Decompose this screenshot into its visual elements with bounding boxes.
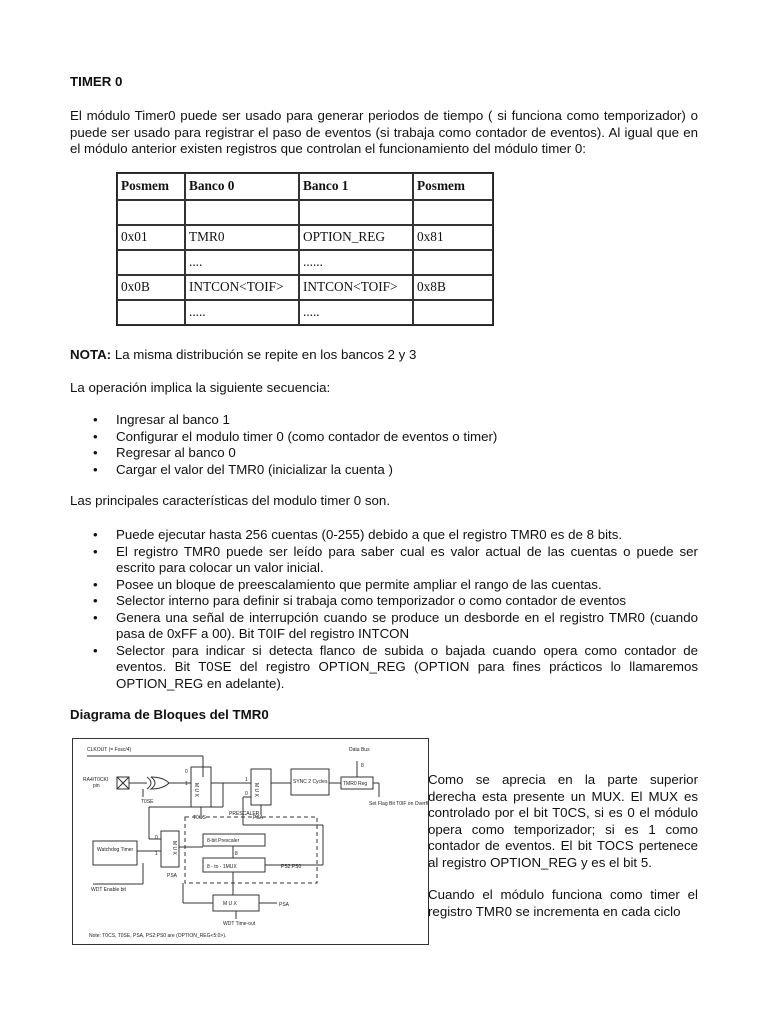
list-item: • Ingresar al banco 1 [70, 412, 698, 429]
mux8-label: 8 - to - 1MUX [207, 864, 237, 870]
psa-label-1: PSA [253, 815, 264, 821]
explanation-paragraph: Cuando el módulo funciona como timer el registro TMR0 se incrementa en cada ciclo [428, 887, 698, 919]
table-cell: 0x81 [413, 225, 493, 250]
table-cell: ..... [299, 300, 413, 325]
table-header-cell: Posmem [117, 173, 185, 200]
table-cell: ...... [299, 250, 413, 275]
table-cell: INTCON<TOIF> [299, 275, 413, 300]
clkout-label: CLKOUT (= Fosc/4) [87, 747, 132, 753]
sequence-intro: La operación implica la siguiente secuencia: [70, 380, 331, 395]
watchdog-label: Watchdog Timer [97, 847, 134, 853]
mux1-label: M U X [193, 783, 199, 797]
pin-label: pin [93, 783, 100, 789]
block-diagram-svg [73, 739, 428, 944]
list-item: • Posee un bloque de preescalamiento que permite ampliar el rango de las cuentas. [70, 577, 698, 594]
table-cell [413, 200, 493, 225]
mux2-input-one: 1 [245, 777, 248, 783]
prescaler-width-label: 8 [235, 851, 238, 857]
features-intro: Las principales características del modulo timer 0 son. [70, 493, 391, 508]
prescaler8-label: 8-bit Prescaler [207, 838, 240, 844]
table-cell: 0x8B [413, 275, 493, 300]
table-cell: TMR0 [185, 225, 299, 250]
nota-label: NOTA: [70, 347, 112, 362]
nota-text: La misma distribución se repite en los bancos 2 y 3 [111, 347, 417, 362]
mux3-input-one: 1 [155, 851, 158, 857]
table-cell: .... [185, 250, 299, 275]
sync-label: SYNC 2 Cycles [293, 779, 328, 785]
table-header-row [117, 173, 493, 200]
mux1-input-one: 1 [185, 781, 188, 787]
psa-label-3: PSA [279, 902, 290, 908]
table-cell [413, 300, 493, 325]
intro-paragraph: El módulo Timer0 puede ser usado para generar periodos de tiempo ( si funciona como temporizador) o puede ser usado para registrar el paso de eventos (si trabaja como contador de eventos). Al igual que en el módulo anterior existen registros que controlan el funcionamiento del módulo timer 0: [70, 108, 698, 156]
explanation-paragraph: Como se aprecia en la parte superior derecha esta presente un MUX. El MUX es controlado por el bit T0CS, si es 0 el módulo opera como temporizador; si es 1 como contador de eventos. El bit TOCS pertenece al registro OPTION_REG y es el bit 5. [428, 772, 698, 870]
table-row [117, 275, 493, 300]
list-item: • Selector interno para definir si trabaja como temporizador o como contador de eventos [70, 593, 698, 610]
wdt-timeout-label: WDT Time-out [223, 921, 256, 927]
mux2-input-zero: 0 [245, 791, 248, 797]
list-item: • Configurar el modulo timer 0 (como contador de eventos o timer) [70, 429, 698, 446]
list-item: • Regresar al banco 0 [70, 445, 698, 462]
table-cell: OPTION_REG [299, 225, 413, 250]
table-cell [185, 200, 299, 225]
tmr0-reg-label: TMR0 Reg [343, 781, 368, 787]
list-item: • El registro TMR0 puede ser leído para saber cual es valor actual de las cuentas o puede ser escrito para colocar un valor inicial. [70, 544, 698, 577]
mux2-label: M U X [253, 783, 259, 797]
table-cell: 0x01 [117, 225, 185, 250]
nota-paragraph [70, 347, 416, 364]
set-flag-label: Set Flag Bit T0IF on Overflow [369, 801, 428, 807]
table-row [117, 200, 493, 225]
list-item: • Cargar el valor del TMR0 (inicializar la cuenta ) [70, 462, 698, 479]
table-header-cell: Posmem [413, 173, 493, 200]
table-cell [117, 250, 185, 275]
ps-label: PS2:PS0 [281, 864, 302, 870]
psa-label-2: PSA [167, 873, 178, 879]
mux1-input-zero: 0 [185, 769, 188, 775]
mux3-label: M U X [171, 841, 177, 855]
table-cell [299, 200, 413, 225]
table-cell: ..... [185, 300, 299, 325]
ra4-label: RA4/T0CKI [83, 777, 109, 783]
table-header-cell: Banco 0 [185, 173, 299, 200]
wdt-enable-label: WDT Enable bit [91, 887, 126, 893]
mux3-input-zero: 0 [155, 835, 158, 841]
sequence-list [70, 412, 698, 478]
diagram-heading: Diagrama de Bloques del TMR0 [70, 707, 269, 722]
document-title: TIMER 0 [70, 74, 123, 89]
features-list [70, 527, 698, 692]
list-item: • Selector para indicar si detecta flanco de subida o bajada cuando opera como contador de eventos. Bit T0SE del registro OPTION_REG (OPTION para fines prácticos lo llamaremos OPTION_REG en adelante). [70, 643, 698, 693]
diagram-explanation [428, 772, 698, 936]
table-cell: 0x0B [117, 275, 185, 300]
tmr0-block-diagram [72, 738, 429, 945]
mux4-label: M U X [223, 901, 237, 907]
table-cell [413, 250, 493, 275]
table-row [117, 300, 493, 325]
bus-width-label: 8 [361, 763, 364, 769]
t0se-label: T0SE [141, 799, 154, 805]
diagram-note: Note: T0CS, T0SE, PSA, PS2:PS0 are (OPTION_REG<5:0>). [89, 933, 227, 939]
t0cs-label: T0CS [193, 815, 206, 821]
prescaler-label: PRESCALER [229, 811, 260, 817]
table-cell: INTCON<TOIF> [185, 275, 299, 300]
register-table [116, 172, 494, 326]
data-bus-label: Data Bus [349, 747, 370, 753]
table-cell [117, 200, 185, 225]
table-row [117, 225, 493, 250]
table-cell [117, 300, 185, 325]
table-header-cell: Banco 1 [299, 173, 413, 200]
table-row [117, 250, 493, 275]
list-item: • Genera una señal de interrupción cuando se produce un desborde en el registro TMR0 (cuando pasa de 0xFF a 00). Bit T0IF del registro INTCON [70, 610, 698, 643]
list-item: • Puede ejecutar hasta 256 cuentas (0-255) debido a que el registro TMR0 es de 8 bits. [70, 527, 698, 544]
